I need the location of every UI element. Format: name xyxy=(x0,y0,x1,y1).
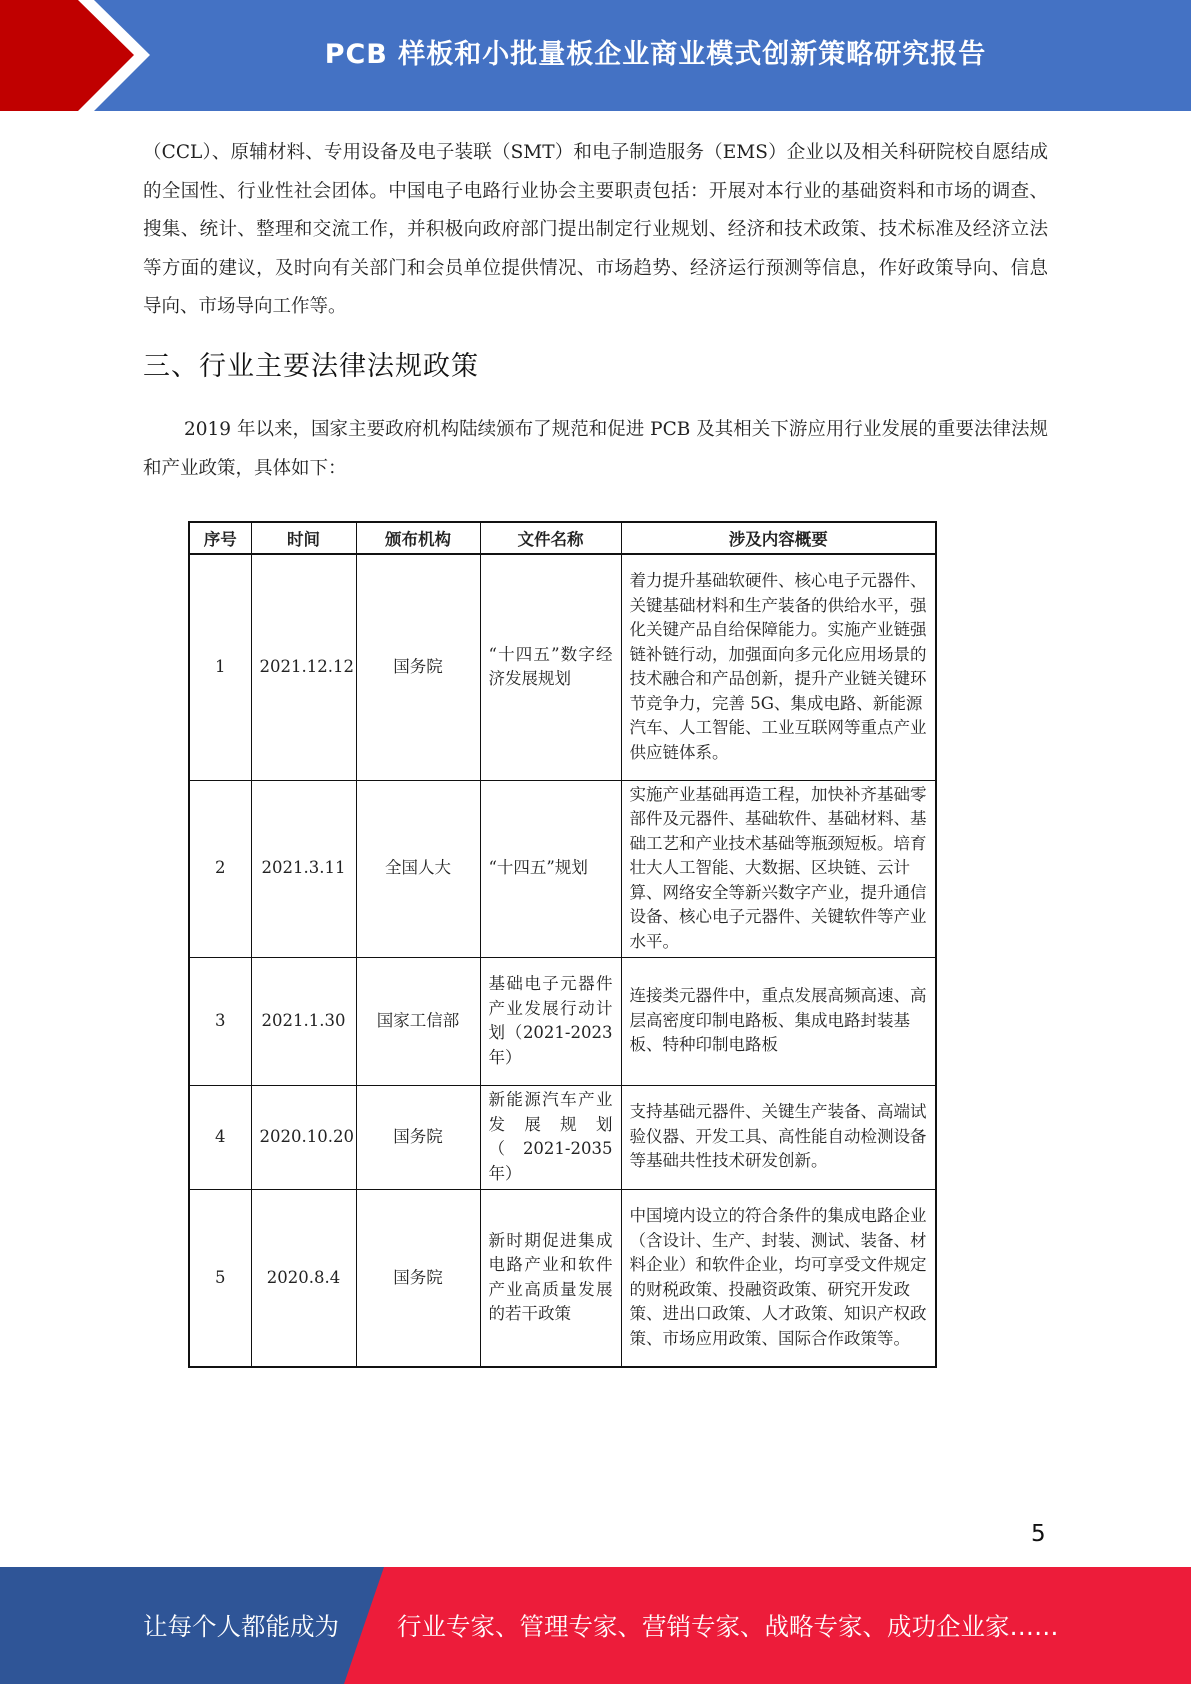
header-agency: 颁布机构 xyxy=(356,522,480,554)
cell-date: 2021.3.11 xyxy=(251,780,356,957)
header-date: 时间 xyxy=(251,522,356,554)
cell-no: 5 xyxy=(189,1189,251,1367)
header-no: 序号 xyxy=(189,522,251,554)
cell-agency: 全国人大 xyxy=(356,780,480,957)
cell-summary: 着力提升基础软硬件、核心电子元器件、关键基础材料和生产装备的供给水平，强化关键产品自给保障能力。实施产业链强链补链行动，加强面向多元化应用场景的技术融合和产品创新，提升产业链关键环节竞争力，完善 5G、集成电路、新能源汽车、人工智能、工业互联网等重点产业供应链体系。 xyxy=(621,554,936,780)
cell-summary: 连接类元器件中，重点发展高频高速、高层高密度印制电路板、集成电路封装基板、特种印制电路板 xyxy=(621,957,936,1085)
table-row xyxy=(189,554,936,780)
header-document: 文件名称 xyxy=(480,522,621,554)
cell-no: 4 xyxy=(189,1085,251,1189)
footer-slogan-right: 行业专家、管理专家、营销专家、战略专家、成功企业家…… xyxy=(397,1612,1059,1641)
cell-date: 2021.1.30 xyxy=(251,957,356,1085)
cell-agency: 国家工信部 xyxy=(356,957,480,1085)
table-row xyxy=(189,1085,936,1189)
table-row xyxy=(189,780,936,957)
cell-date: 2020.8.4 xyxy=(251,1189,356,1367)
cell-document: 新能源汽车产业发展规划（2021-2035年） xyxy=(480,1085,621,1189)
cell-document: 基础电子元器件产业发展行动计划（2021-2023年） xyxy=(480,957,621,1085)
table-row xyxy=(189,1189,936,1367)
report-title: PCB 样板和小批量板企业商业模式创新策略研究报告 xyxy=(324,39,987,70)
policy-table xyxy=(188,521,937,1368)
header-chevron-red xyxy=(0,0,134,111)
cell-document: 新时期促进集成电路产业和软件产业高质量发展的若干政策 xyxy=(480,1189,621,1367)
cell-document: “十四五”数字经济发展规划 xyxy=(480,554,621,780)
cell-document: “十四五”规划 xyxy=(480,780,621,957)
header-chevron-shape xyxy=(0,0,160,111)
cell-no: 1 xyxy=(189,554,251,780)
page-number: 5 xyxy=(1031,1521,1046,1547)
cell-agency: 国务院 xyxy=(356,1085,480,1189)
cell-summary: 中国境内设立的符合条件的集成电路企业（含设计、生产、封装、测试、装备、材料企业）和软件企业，均可享受文件规定的财税政策、投融资政策、研究开发政策、进出口政策、人才政策、知识产权政策、市场应用政策、国际合作政策等。 xyxy=(621,1189,936,1367)
header-banner xyxy=(0,0,1191,111)
header-summary: 涉及内容概要 xyxy=(621,522,936,554)
section-heading: 三、行业主要法律法规政策 xyxy=(143,351,479,382)
table-row xyxy=(189,957,936,1085)
cell-date: 2020.10.20 xyxy=(251,1085,356,1189)
intro-paragraph: （CCL）、原辅材料、专用设备及电子装联（SMT）和电子制造服务（EMS）企业以及相关科研院校自愿结成的全国性、行业性社会团体。中国电子电路行业协会主要职责包括：开展对本行业的基础资料和市场的调查、搜集、统计、整理和交流工作，并积极向政府部门提出制定行业规划、经济和技术政策、技术标准及经济立法等方面的建议，及时向有关部门和会员单位提供情况、市场趋势、经济运行预测等信息，作好政策导向、信息导向、市场导向工作等。 xyxy=(143,142,1048,317)
cell-date: 2021.12.12 xyxy=(251,554,356,780)
body-paragraph: 2019 年以来，国家主要政府机构陆续颁布了规范和促进 PCB 及其相关下游应用行业发展的重要法律法规和产业政策，具体如下： xyxy=(143,419,1048,479)
footer-slogan-left: 让每个人都能成为 xyxy=(143,1612,339,1641)
cell-no: 2 xyxy=(189,780,251,957)
table-header-row xyxy=(189,522,936,554)
cell-summary: 实施产业基础再造工程，加快补齐基础零部件及元器件、基础软件、基础材料、基础工艺和产业技术基础等瓶颈短板。培育壮大人工智能、大数据、区块链、云计算、网络安全等新兴数字产业，提升通信设备、核心电子元器件、关键软件等产业水平。 xyxy=(621,780,936,957)
cell-agency: 国务院 xyxy=(356,554,480,780)
cell-summary: 支持基础元器件、关键生产装备、高端试验仪器、开发工具、高性能自动检测设备等基础共性技术研发创新。 xyxy=(621,1085,936,1189)
footer-banner xyxy=(0,1567,1191,1684)
cell-no: 3 xyxy=(189,957,251,1085)
cell-agency: 国务院 xyxy=(356,1189,480,1367)
